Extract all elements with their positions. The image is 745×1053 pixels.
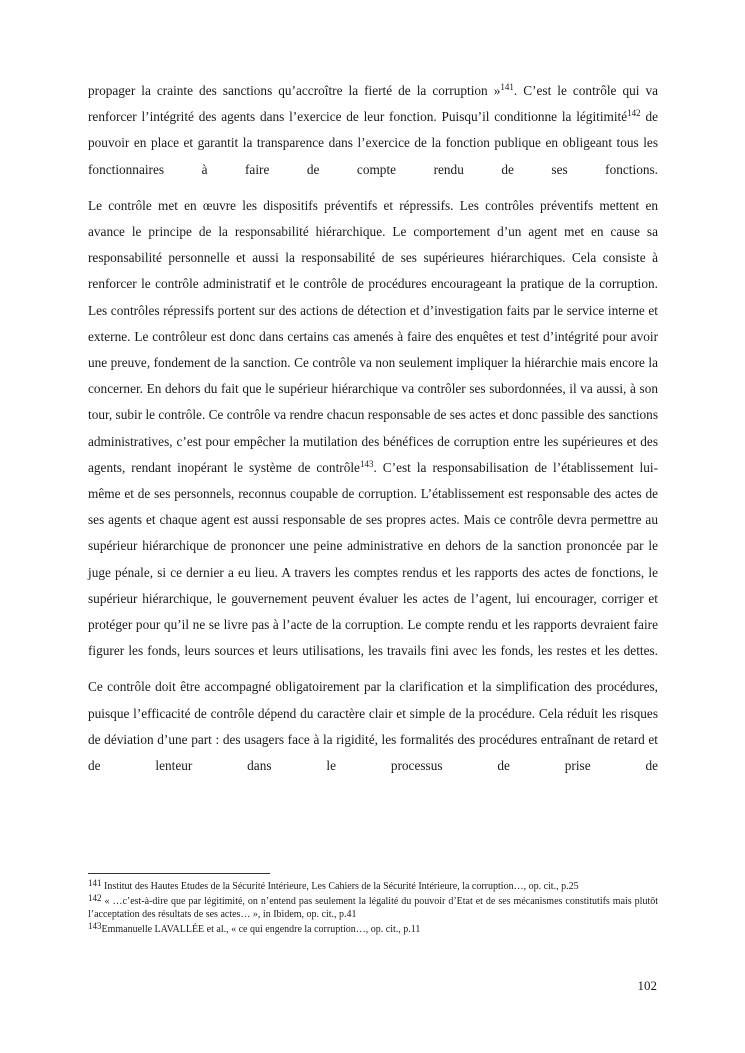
footnote-number: 142: [88, 893, 102, 903]
footnote-text: Emmanuelle LAVALLÉE et al., « ce qui engendre la corruption…, op. cit., p.11: [101, 924, 421, 935]
para2-text-1: Le contrôle met en œuvre les dispositifs préventifs et répressifs. Les contrôles préventifs mettent en avance le principe de la responsabilité hiérarchique. Le comportement d’un agent met en cause sa responsabilité personnelle et aussi la responsabilité de ses supérieures hiérarchiques. Cela consiste à renforcer le contrôle administratif et le contrôle de procédures encourageant la pratique de la corruption. Les contrôles répressifs portent sur des actions de détection et d’investigation faits par le service interne et externe. Le contrôleur est donc dans certains cas amenés à faire des enquêtes et test d’intégrité pour avoir une preuve, fondement de la sanction. Ce contrôle va non seulement impliquer la hiérarchie mais encore la concerner. En dehors du fait que le supérieur hiérarchique va contrôler ses subordonnées, il va aussi, à son tour, subir le contrôle. Ce contrôle va rendre chacun responsable de ses actes et donc passible des sanctions administratives, c’est pour empêcher la mutilation des bénéfices de corruption entre les supérieures et des agents, rendant inopérant le système de contrôle: [88, 197, 658, 475]
para1-text-2: . C’est le contrôle qui va renforcer l’intégrité des agents dans l’exercice de leur fonction. Puisqu’il conditionne la légitimité: [88, 83, 658, 125]
paragraph-3: [88, 674, 658, 779]
footnote-separator: [88, 873, 270, 874]
page-number: 102: [637, 978, 657, 993]
para1-text-1: propager la crainte des sanctions qu’accroître la fierté de la corruption »: [88, 83, 501, 98]
footnote-number: 141: [88, 878, 102, 888]
footnote-ref-143[interactable]: 143: [359, 458, 374, 469]
footnote-ref-142[interactable]: 142: [627, 108, 641, 119]
para2-text-2: . C’est la responsabilisation de l’établissement lui-même et de ses personnels, reconnus coupable de corruption. L’établissement est responsable des actes de ses agents et chaque agent est aussi responsable de ses propres actes. Mais ce contrôle devra permettre au supérieur hiérarchique de prononcer une peine administrative en dehors de la sanction prononcée par le juge pénale, si ce dernier a eu lieu. A travers les comptes rendus et les rapports des actes de fonctions, le supérieur hiérarchique, le gouvernement peuvent évaluer les actes de l’agent, lui encourager, corriger et protéger pour qu’il ne se livre pas à l’acte de la corruption. Le compte rendu et les rapports devraient faire figurer les fonds, leurs sources et leurs utilisations, les travails fini avec les fonds, les restes et les dettes.: [88, 459, 658, 659]
paragraph-2: [88, 193, 658, 665]
footnote-text: Institut des Hautes Etudes de la Sécurité Intérieure, Les Cahiers de la Sécurité Intérieure, la corruption…, op. cit., p.25: [101, 881, 579, 892]
footnotes: [88, 880, 658, 938]
footnote-text: « …c’est-à-dire que par légitimité, on n’entend pas seulement la légalité du pouvoir d’Etat et de ses mécanismes constitutifs mais plutôt l’acceptation des résultats de ses actes… », in Ibidem, op. cit., p.41: [88, 896, 658, 920]
paragraph-1: [88, 78, 658, 183]
footnote-142: [88, 895, 658, 921]
page-body: [88, 78, 658, 779]
para1-text-3: de pouvoir en place et garantit la transparence dans l’exercice de la fonction publique en obligeant tous les fonctionnaires à faire de compte rendu de ses fonctions.: [88, 109, 658, 177]
footnote-141: [88, 880, 658, 893]
para3-text-1: Ce contrôle doit être accompagné obligatoirement par la clarification et la simplification des procédures, puisque l’efficacité de contrôle dépend du caractère clair et simple de la procédure. Cela réduit les risques de déviation d’une part : des usagers face à la rigidité, les formalités des procédures entraînant de retard et de lenteur dans le processus de prise de: [88, 679, 658, 774]
footnote-number: 143: [88, 921, 102, 931]
footnote-143: [88, 923, 658, 936]
footnote-ref-141[interactable]: 141: [500, 82, 514, 92]
